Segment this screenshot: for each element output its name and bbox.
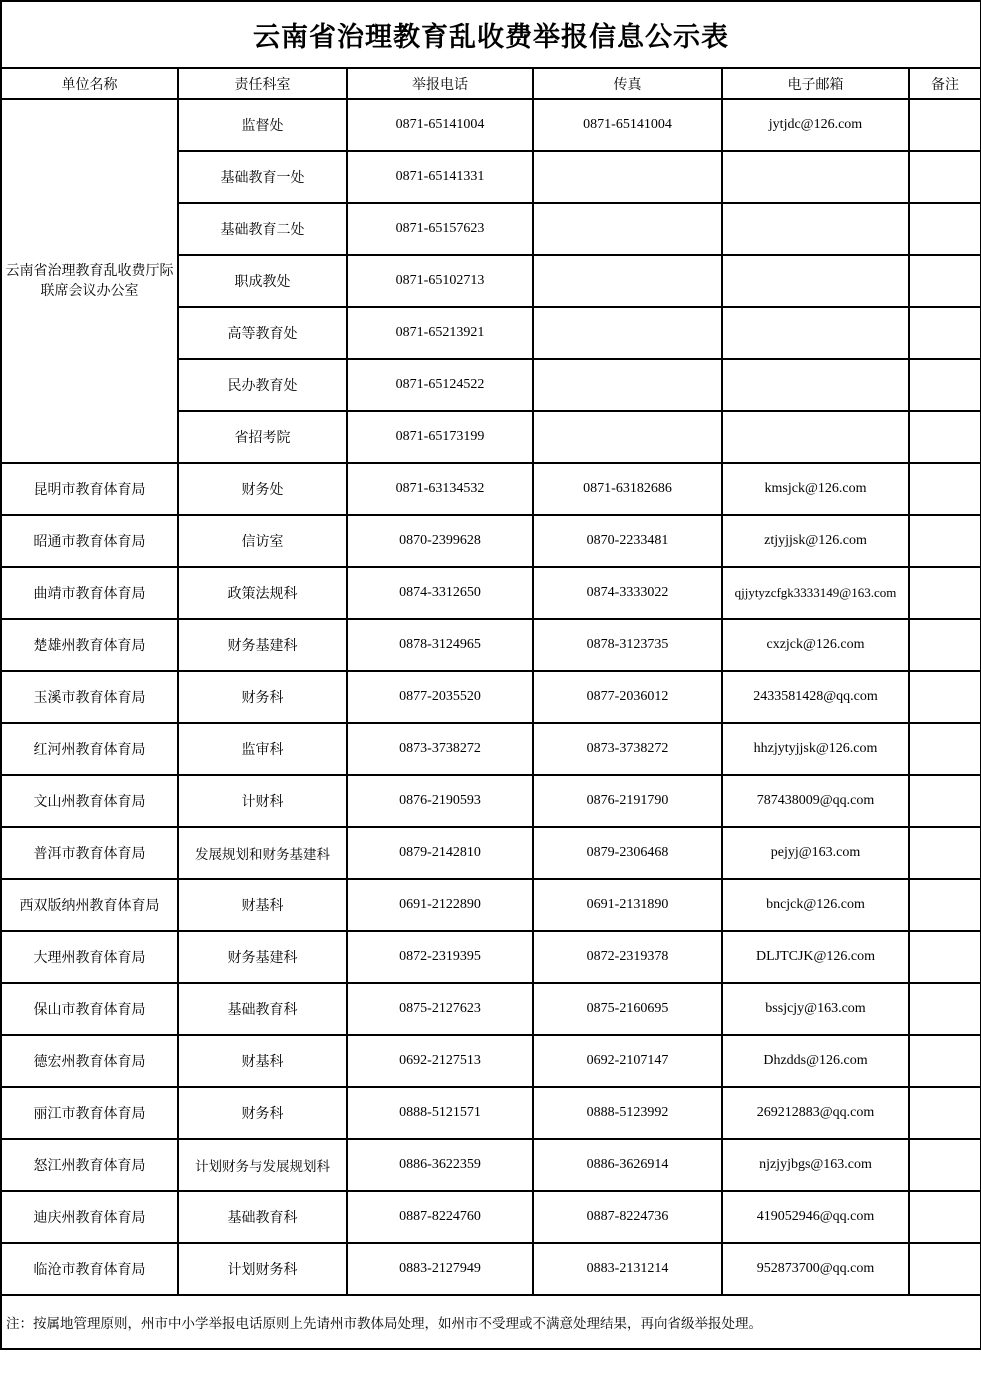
table-row bbox=[1, 619, 981, 671]
dept-cell: 基础教育二处 bbox=[178, 203, 347, 255]
fax-cell: 0879-2306468 bbox=[533, 827, 722, 879]
fax-cell: 0877-2036012 bbox=[533, 671, 722, 723]
email-cell: jytjdc@126.com bbox=[722, 99, 909, 151]
remark-cell bbox=[909, 723, 981, 775]
table-row bbox=[1, 463, 981, 515]
fax-cell: 0875-2160695 bbox=[533, 983, 722, 1035]
fax-cell: 0886-3626914 bbox=[533, 1139, 722, 1191]
email-cell: bncjck@126.com bbox=[722, 879, 909, 931]
phone-cell: 0871-65124522 bbox=[347, 359, 533, 411]
fax-cell bbox=[533, 307, 722, 359]
remark-cell bbox=[909, 1035, 981, 1087]
unit-cell-provincial: 云南省治理教育乱收费厅际联席会议办公室 bbox=[1, 99, 178, 463]
dept-cell: 省招考院 bbox=[178, 411, 347, 463]
fax-cell: 0871-63182686 bbox=[533, 463, 722, 515]
phone-cell: 0887-8224760 bbox=[347, 1191, 533, 1243]
phone-cell: 0871-65102713 bbox=[347, 255, 533, 307]
remark-cell bbox=[909, 307, 981, 359]
email-cell: 269212883@qq.com bbox=[722, 1087, 909, 1139]
unit-cell: 迪庆州教育体育局 bbox=[1, 1191, 178, 1243]
phone-cell: 0691-2122890 bbox=[347, 879, 533, 931]
table-row bbox=[1, 567, 981, 619]
dept-cell: 基础教育科 bbox=[178, 1191, 347, 1243]
column-header-fax: 传真 bbox=[533, 68, 722, 99]
fax-cell: 0883-2131214 bbox=[533, 1243, 722, 1295]
column-header-remark: 备注 bbox=[909, 68, 981, 99]
email-cell: pejyj@163.com bbox=[722, 827, 909, 879]
email-cell: DLJTCJK@126.com bbox=[722, 931, 909, 983]
phone-cell: 0877-2035520 bbox=[347, 671, 533, 723]
dept-cell: 财基科 bbox=[178, 879, 347, 931]
phone-cell: 0871-63134532 bbox=[347, 463, 533, 515]
phone-cell: 0871-65141331 bbox=[347, 151, 533, 203]
email-cell bbox=[722, 411, 909, 463]
unit-cell: 怒江州教育体育局 bbox=[1, 1139, 178, 1191]
table-row bbox=[1, 931, 981, 983]
table-row bbox=[1, 1087, 981, 1139]
dept-cell: 计划财务与发展规划科 bbox=[178, 1139, 347, 1191]
remark-cell bbox=[909, 1243, 981, 1295]
table-row bbox=[1, 983, 981, 1035]
email-cell: 952873700@qq.com bbox=[722, 1243, 909, 1295]
unit-cell: 玉溪市教育体育局 bbox=[1, 671, 178, 723]
email-cell: hhzjytyjjsk@126.com bbox=[722, 723, 909, 775]
remark-cell bbox=[909, 1087, 981, 1139]
unit-cell: 曲靖市教育体育局 bbox=[1, 567, 178, 619]
remark-cell bbox=[909, 515, 981, 567]
phone-cell: 0871-65213921 bbox=[347, 307, 533, 359]
fax-cell: 0888-5123992 bbox=[533, 1087, 722, 1139]
unit-cell: 楚雄州教育体育局 bbox=[1, 619, 178, 671]
dept-cell: 财基科 bbox=[178, 1035, 347, 1087]
fax-cell: 0691-2131890 bbox=[533, 879, 722, 931]
table-row bbox=[1, 1191, 981, 1243]
unit-cell: 临沧市教育体育局 bbox=[1, 1243, 178, 1295]
phone-cell: 0878-3124965 bbox=[347, 619, 533, 671]
table-row bbox=[1, 827, 981, 879]
phone-cell: 0873-3738272 bbox=[347, 723, 533, 775]
fax-cell: 0873-3738272 bbox=[533, 723, 722, 775]
email-cell: 787438009@qq.com bbox=[722, 775, 909, 827]
dept-cell: 基础教育一处 bbox=[178, 151, 347, 203]
fax-cell: 0692-2107147 bbox=[533, 1035, 722, 1087]
dept-cell: 财务基建科 bbox=[178, 931, 347, 983]
fax-cell: 0878-3123735 bbox=[533, 619, 722, 671]
remark-cell bbox=[909, 931, 981, 983]
unit-cell: 昆明市教育体育局 bbox=[1, 463, 178, 515]
table-header-row bbox=[1, 68, 981, 99]
remark-cell bbox=[909, 99, 981, 151]
remark-cell bbox=[909, 619, 981, 671]
column-header-phone: 举报电话 bbox=[347, 68, 533, 99]
table-row bbox=[1, 723, 981, 775]
phone-cell: 0871-65141004 bbox=[347, 99, 533, 151]
table-row bbox=[1, 1035, 981, 1087]
table-row bbox=[1, 775, 981, 827]
remark-cell bbox=[909, 671, 981, 723]
unit-cell: 红河州教育体育局 bbox=[1, 723, 178, 775]
fax-cell: 0874-3333022 bbox=[533, 567, 722, 619]
phone-cell: 0879-2142810 bbox=[347, 827, 533, 879]
phone-cell: 0871-65173199 bbox=[347, 411, 533, 463]
unit-cell: 保山市教育体育局 bbox=[1, 983, 178, 1035]
unit-cell: 文山州教育体育局 bbox=[1, 775, 178, 827]
fax-cell: 0876-2191790 bbox=[533, 775, 722, 827]
dept-cell: 民办教育处 bbox=[178, 359, 347, 411]
fax-cell: 0871-65141004 bbox=[533, 99, 722, 151]
dept-cell: 计财科 bbox=[178, 775, 347, 827]
email-cell: cxzjck@126.com bbox=[722, 619, 909, 671]
dept-cell: 监督处 bbox=[178, 99, 347, 151]
unit-cell: 大理州教育体育局 bbox=[1, 931, 178, 983]
dept-cell: 信访室 bbox=[178, 515, 347, 567]
unit-cell: 丽江市教育体育局 bbox=[1, 1087, 178, 1139]
dept-cell: 职成教处 bbox=[178, 255, 347, 307]
remark-cell bbox=[909, 1139, 981, 1191]
dept-cell: 财务基建科 bbox=[178, 619, 347, 671]
table-row bbox=[1, 671, 981, 723]
email-cell: 419052946@qq.com bbox=[722, 1191, 909, 1243]
table-row bbox=[1, 879, 981, 931]
phone-cell: 0883-2127949 bbox=[347, 1243, 533, 1295]
phone-cell: 0888-5121571 bbox=[347, 1087, 533, 1139]
dept-cell: 监审科 bbox=[178, 723, 347, 775]
email-cell bbox=[722, 359, 909, 411]
dept-cell: 财务科 bbox=[178, 1087, 347, 1139]
dept-cell: 财务科 bbox=[178, 671, 347, 723]
phone-cell: 0871-65157623 bbox=[347, 203, 533, 255]
dept-cell: 高等教育处 bbox=[178, 307, 347, 359]
table-row bbox=[1, 99, 981, 151]
email-cell: bssjcjy@163.com bbox=[722, 983, 909, 1035]
fax-cell bbox=[533, 411, 722, 463]
remark-cell bbox=[909, 775, 981, 827]
fax-cell: 0872-2319378 bbox=[533, 931, 722, 983]
phone-cell: 0876-2190593 bbox=[347, 775, 533, 827]
phone-cell: 0875-2127623 bbox=[347, 983, 533, 1035]
email-cell bbox=[722, 151, 909, 203]
dept-cell: 基础教育科 bbox=[178, 983, 347, 1035]
fax-cell bbox=[533, 255, 722, 307]
table-row bbox=[1, 1139, 981, 1191]
unit-cell: 西双版纳州教育体育局 bbox=[1, 879, 178, 931]
unit-cell: 德宏州教育体育局 bbox=[1, 1035, 178, 1087]
email-cell bbox=[722, 255, 909, 307]
table-row bbox=[1, 1243, 981, 1295]
page-title: 云南省治理教育乱收费举报信息公示表 bbox=[1, 1, 981, 68]
phone-cell: 0692-2127513 bbox=[347, 1035, 533, 1087]
fax-cell bbox=[533, 359, 722, 411]
dept-cell: 政策法规科 bbox=[178, 567, 347, 619]
email-cell: njzjyjbgs@163.com bbox=[722, 1139, 909, 1191]
dept-cell: 发展规划和财务基建科 bbox=[178, 827, 347, 879]
email-cell: Dhzdds@126.com bbox=[722, 1035, 909, 1087]
remark-cell bbox=[909, 203, 981, 255]
remark-cell bbox=[909, 1191, 981, 1243]
remark-cell bbox=[909, 983, 981, 1035]
email-cell: kmsjck@126.com bbox=[722, 463, 909, 515]
remark-cell bbox=[909, 463, 981, 515]
remark-cell bbox=[909, 411, 981, 463]
remark-cell bbox=[909, 567, 981, 619]
fax-cell bbox=[533, 151, 722, 203]
column-header-dept: 责任科室 bbox=[178, 68, 347, 99]
phone-cell: 0870-2399628 bbox=[347, 515, 533, 567]
footnote: 注：按属地管理原则，州市中小学举报电话原则上先请州市教体局处理，如州市不受理或不满意处理结果，再向省级举报处理。 bbox=[1, 1295, 981, 1349]
table-row bbox=[1, 515, 981, 567]
email-cell: ztjyjjsk@126.com bbox=[722, 515, 909, 567]
unit-cell: 普洱市教育体育局 bbox=[1, 827, 178, 879]
phone-cell: 0886-3622359 bbox=[347, 1139, 533, 1191]
dept-cell: 财务处 bbox=[178, 463, 347, 515]
remark-cell bbox=[909, 827, 981, 879]
column-header-email: 电子邮箱 bbox=[722, 68, 909, 99]
remark-cell bbox=[909, 359, 981, 411]
fax-cell: 0887-8224736 bbox=[533, 1191, 722, 1243]
email-cell bbox=[722, 203, 909, 255]
fax-cell: 0870-2233481 bbox=[533, 515, 722, 567]
email-cell: qjjytyzcfgk3333149@163.com bbox=[722, 567, 909, 619]
column-header-unit: 单位名称 bbox=[1, 68, 178, 99]
fax-cell bbox=[533, 203, 722, 255]
remark-cell bbox=[909, 151, 981, 203]
email-cell bbox=[722, 307, 909, 359]
remark-cell bbox=[909, 879, 981, 931]
dept-cell: 计划财务科 bbox=[178, 1243, 347, 1295]
phone-cell: 0872-2319395 bbox=[347, 931, 533, 983]
email-cell: 2433581428@qq.com bbox=[722, 671, 909, 723]
remark-cell bbox=[909, 255, 981, 307]
phone-cell: 0874-3312650 bbox=[347, 567, 533, 619]
unit-cell: 昭通市教育体育局 bbox=[1, 515, 178, 567]
